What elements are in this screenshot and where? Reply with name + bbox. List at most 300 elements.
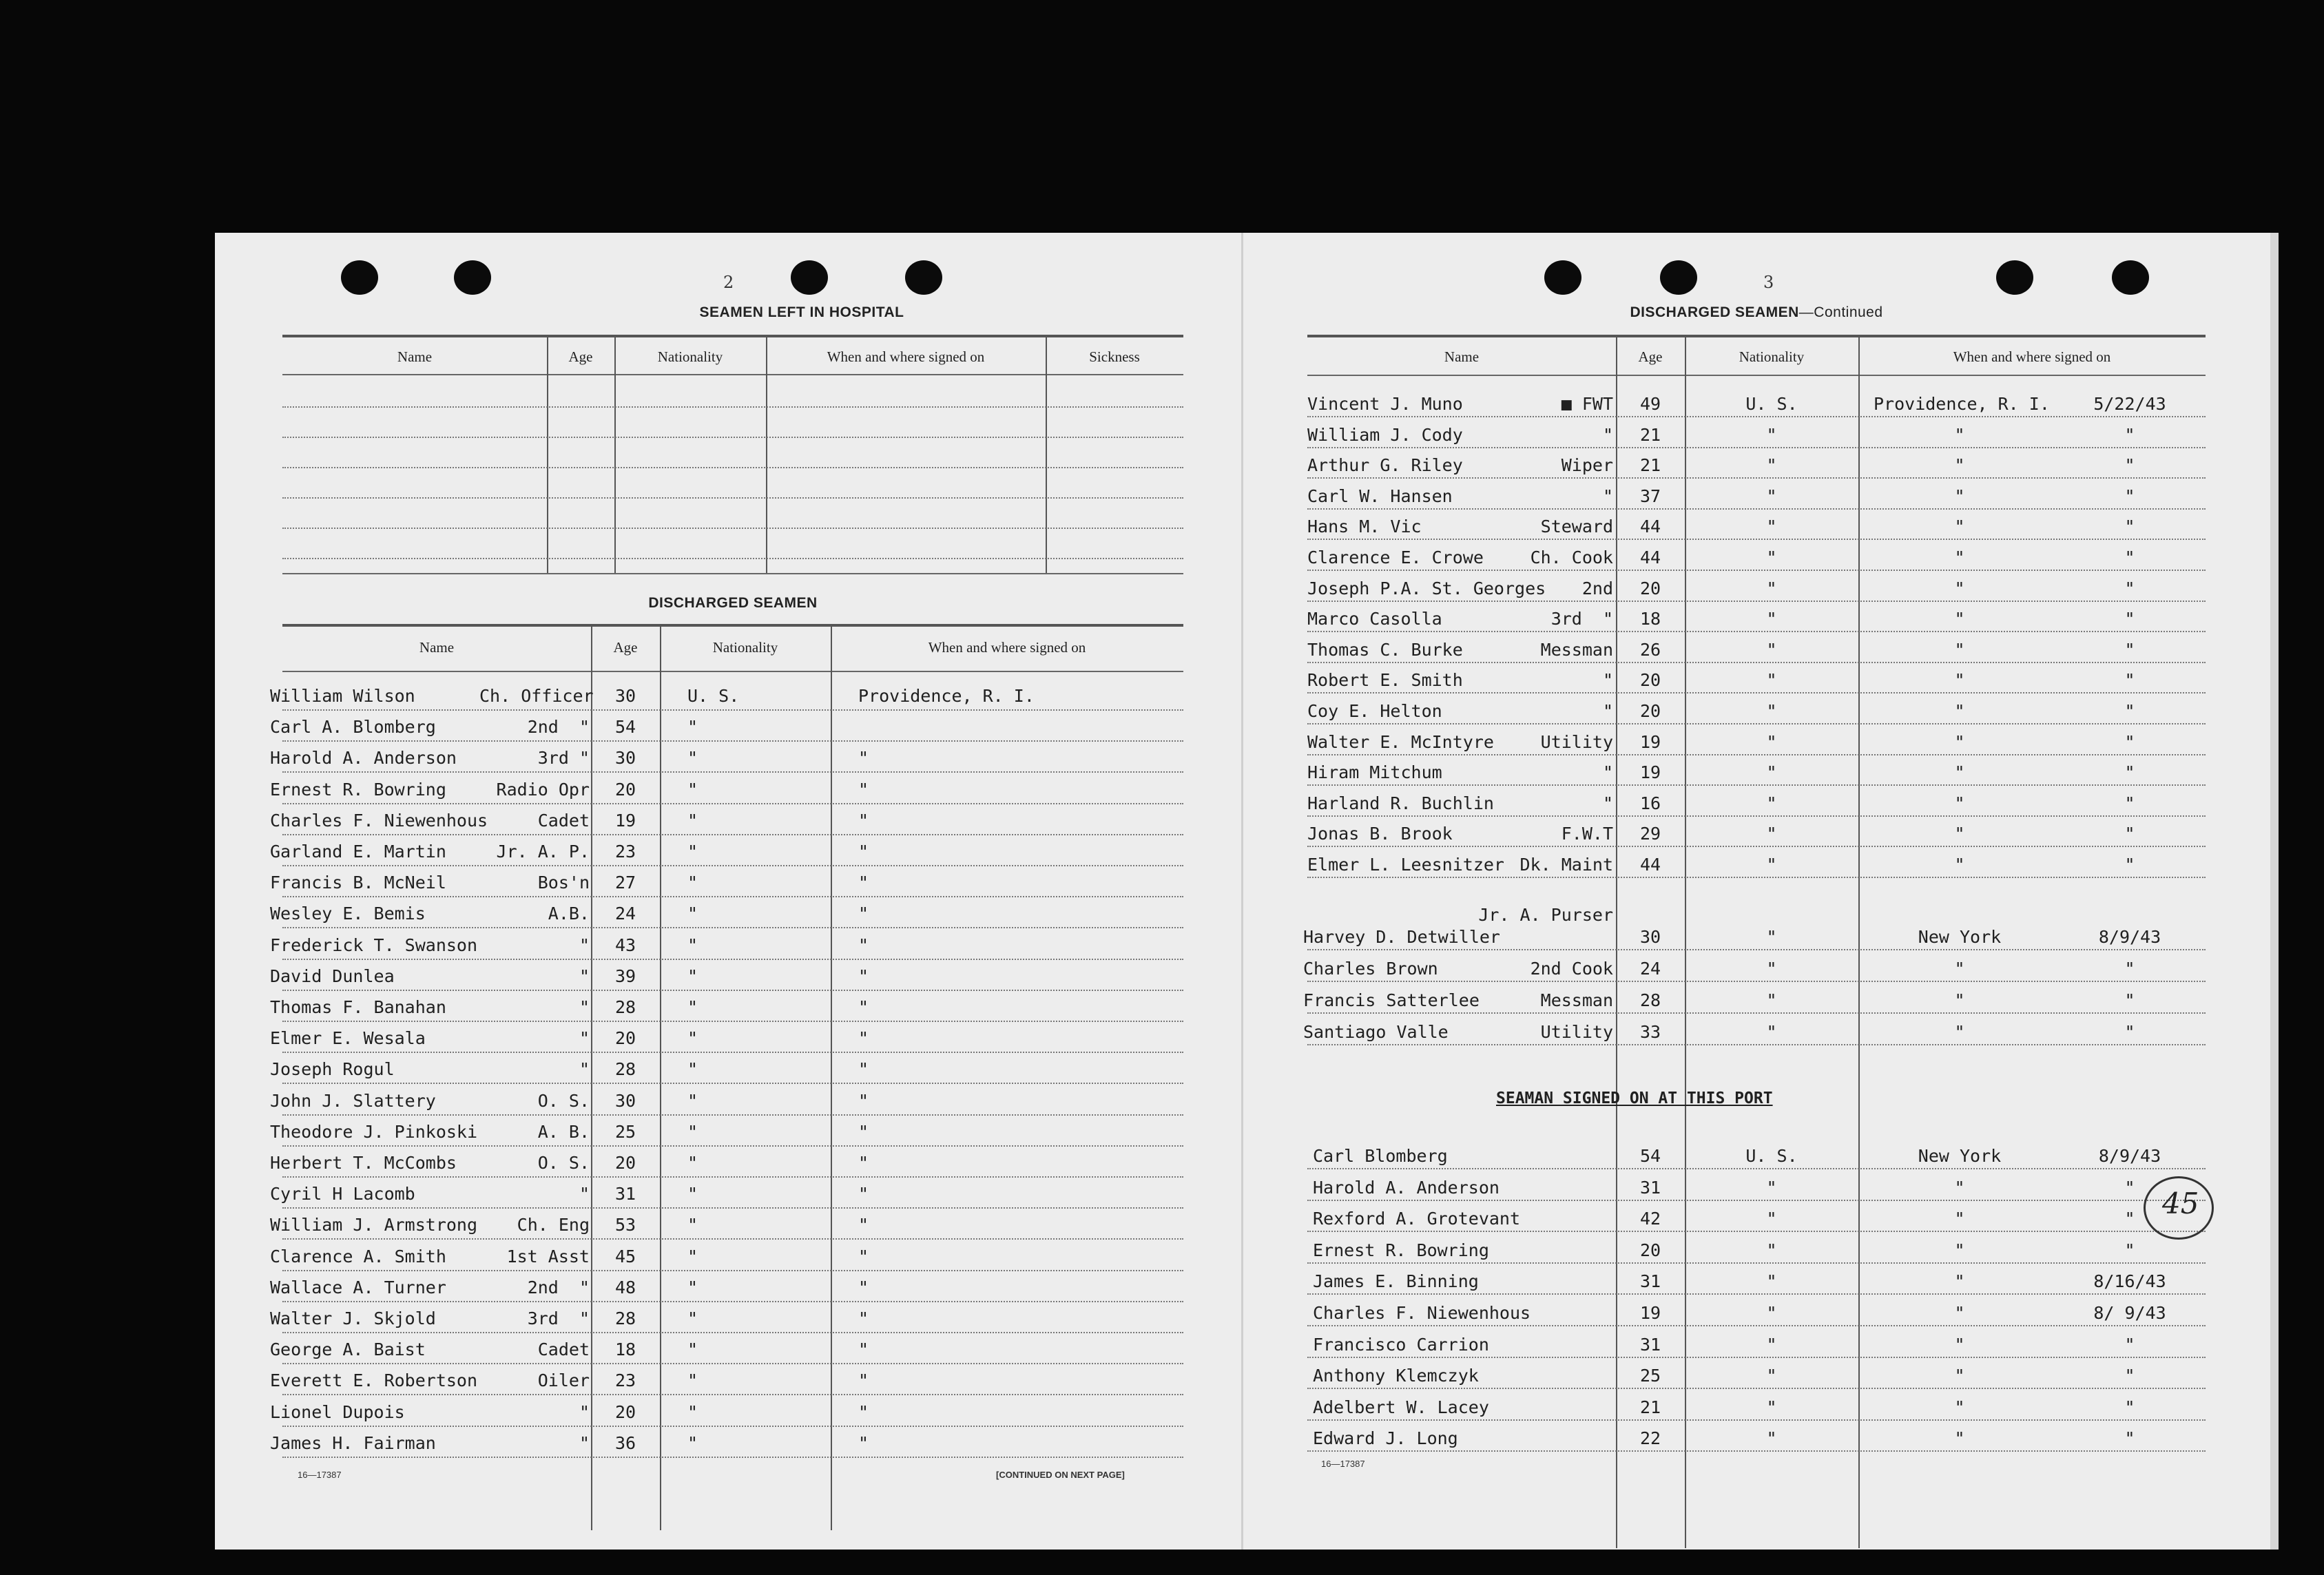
seaman-name: Walter E. McIntyre <box>1307 731 1494 752</box>
seaman-age: 19 <box>1639 762 1661 783</box>
page-number-left: 2 <box>723 273 734 292</box>
signed-on-nationality: " <box>1766 1209 1777 1229</box>
seaman-nationality: " <box>1766 486 1777 506</box>
seaman-rating: O. S. <box>537 1090 590 1111</box>
seaman-name: Coy E. Helton <box>1307 701 1442 721</box>
row-rule <box>282 927 1183 928</box>
seaman-signed-on: " <box>858 1184 869 1204</box>
row-rule <box>1307 1325 2206 1326</box>
seaman-name: Charles F. Niewenhous <box>270 810 488 831</box>
signed-on-date: " <box>2124 1177 2135 1198</box>
seaman-rating: 2nd <box>1581 578 1613 598</box>
row-rule <box>1307 877 2206 878</box>
seaman-name: William J. Cody <box>1307 424 1463 445</box>
seaman-signed-on: " <box>858 748 869 769</box>
seaman-name: Francis Satterlee <box>1303 990 1480 1010</box>
seaman-age: 30 <box>614 748 636 769</box>
row-rule <box>1307 981 2206 982</box>
seaman-nationality: " <box>687 1246 698 1266</box>
seaman-signed-date: " <box>2124 990 2135 1010</box>
table-rule <box>282 573 1183 574</box>
signed-on-date: " <box>2124 1366 2135 1386</box>
seaman-nationality: " <box>687 1277 698 1297</box>
seaman-nationality: " <box>1766 455 1777 476</box>
row-rule <box>282 1426 1183 1427</box>
discharged-header-signed-on: When and where signed on <box>928 639 1086 656</box>
seaman-signed-on: " <box>858 1432 869 1453</box>
seaman-age: 19 <box>614 810 636 831</box>
row-rule <box>1307 508 2206 510</box>
blank-line <box>282 558 1183 559</box>
circled-mark-text: 45 <box>2162 1187 2199 1220</box>
row-rule <box>1307 631 2206 632</box>
signed-on-name: Rexford A. Grotevant <box>1313 1209 1521 1229</box>
row-rule <box>282 1083 1183 1084</box>
seaman-rating: 2nd " <box>527 1277 590 1297</box>
seaman-nationality: " <box>1766 1022 1777 1042</box>
seaman-age: 20 <box>614 779 636 800</box>
signed-on-date: 8/16/43 <box>2093 1271 2166 1292</box>
seaman-rating: " <box>1602 424 1613 445</box>
seaman-age: 44 <box>1639 855 1661 875</box>
hospital-header-age: Age <box>568 348 593 365</box>
seaman-rating: " <box>579 1184 590 1204</box>
seaman-nationality: " <box>687 1090 698 1111</box>
seaman-age: 45 <box>614 1246 636 1266</box>
seaman-age: 44 <box>1639 517 1661 537</box>
row-rule <box>1307 1419 2206 1421</box>
seaman-age: 28 <box>614 997 636 1017</box>
signed-on-age: 31 <box>1639 1271 1661 1292</box>
seaman-signed-on: " <box>858 935 869 955</box>
seaman-rating: " <box>1602 701 1613 721</box>
seaman-rating: Ch. Officer <box>479 686 594 706</box>
seaman-name: Charles Brown <box>1303 959 1438 979</box>
seaman-signed-on: " <box>858 1339 869 1360</box>
seaman-name: Walter J. Skjold <box>270 1308 436 1328</box>
seaman-nationality: " <box>687 810 698 831</box>
seaman-name: Arthur G. Riley <box>1307 455 1463 476</box>
seaman-signed-on: " <box>858 779 869 800</box>
blank-line <box>282 467 1183 468</box>
seaman-signed-on: " <box>858 904 869 924</box>
col-divider <box>614 337 616 573</box>
signed-on-date: " <box>2124 1240 2135 1260</box>
right-header-name: Name <box>1444 348 1480 365</box>
row-rule <box>1307 846 2206 847</box>
seaman-nationality: " <box>1766 517 1777 537</box>
seaman-signed-on: " <box>858 1059 869 1080</box>
signed-on-age: 54 <box>1639 1146 1661 1166</box>
table-rule <box>282 335 1183 337</box>
seaman-age: 20 <box>1639 578 1661 598</box>
col-divider <box>1858 337 1860 1548</box>
seaman-age: 30 <box>614 686 636 706</box>
seaman-age: 20 <box>1639 701 1661 721</box>
row-rule <box>282 1332 1183 1333</box>
punch-hole <box>454 260 491 295</box>
seaman-rating: ■ FWT <box>1561 394 1613 414</box>
seaman-signed-date: " <box>2124 547 2135 567</box>
signed-on-nationality: " <box>1766 1366 1777 1386</box>
seaman-rating: Messman <box>1540 990 1613 1010</box>
seaman-name: Thomas C. Burke <box>1307 639 1463 660</box>
signed-on-date: " <box>2124 1428 2135 1449</box>
signed-on-title: SEAMAN SIGNED ON AT THIS PORT <box>1496 1089 1773 1107</box>
row-rule <box>282 1270 1183 1271</box>
seaman-age: 39 <box>614 966 636 986</box>
row-rule <box>282 1145 1183 1147</box>
seaman-name: Wesley E. Bemis <box>270 904 426 924</box>
seaman-age: 28 <box>614 1308 636 1328</box>
seaman-rating: " <box>579 1059 590 1080</box>
seaman-nationality: " <box>1766 959 1777 979</box>
signed-on-date: " <box>2124 1334 2135 1355</box>
seaman-signed-on: " <box>858 1401 869 1422</box>
seaman-name: Hans M. Vic <box>1307 517 1422 537</box>
row-rule <box>282 1301 1183 1302</box>
seaman-nationality: " <box>687 935 698 955</box>
signed-on-name: Carl Blomberg <box>1313 1146 1448 1166</box>
row-rule <box>282 1114 1183 1116</box>
signed-on-nationality: " <box>1766 1334 1777 1355</box>
signed-on-age: 31 <box>1639 1177 1661 1198</box>
signed-on-age: 21 <box>1639 1397 1661 1417</box>
seaman-nationality: " <box>1766 701 1777 721</box>
seaman-signed-on: " <box>858 1246 869 1266</box>
seaman-name: Herbert T. McCombs <box>270 1153 457 1173</box>
row-rule <box>1307 477 2206 479</box>
seaman-age: 24 <box>614 904 636 924</box>
seaman-rating: 2nd Cook <box>1530 959 1613 979</box>
seaman-age: 36 <box>614 1432 636 1453</box>
seaman-name: Lionel Dupois <box>270 1401 405 1422</box>
seaman-name: William Wilson <box>270 686 415 706</box>
seaman-signed-date: " <box>2124 824 2135 844</box>
seaman-nationality: " <box>1766 762 1777 783</box>
signed-on-name: Edward J. Long <box>1313 1428 1458 1449</box>
seaman-signed-date: " <box>2124 609 2135 629</box>
seaman-signed-date: " <box>2124 959 2135 979</box>
signed-on-age: 22 <box>1639 1428 1661 1449</box>
seaman-rating: " <box>1602 670 1613 691</box>
seaman-signed-on: " <box>1954 824 1965 844</box>
seaman-age: 53 <box>614 1215 636 1235</box>
seaman-rating: " <box>579 1028 590 1049</box>
signed-on-name: Francisco Carrion <box>1313 1334 1489 1355</box>
seaman-signed-date: " <box>2124 793 2135 813</box>
seaman-nationality: " <box>1766 824 1777 844</box>
seaman-signed-on: " <box>1954 990 1965 1010</box>
seaman-name: Everett E. Robertson <box>270 1370 478 1391</box>
seaman-age: 19 <box>1639 731 1661 752</box>
signed-on-age: 20 <box>1639 1240 1661 1260</box>
row-rule <box>1307 1168 2206 1169</box>
seaman-nationality: " <box>1766 855 1777 875</box>
seaman-nationality: " <box>687 1028 698 1049</box>
seaman-nationality: " <box>687 717 698 738</box>
punch-hole <box>791 260 828 295</box>
seaman-age: 30 <box>1639 927 1661 947</box>
seaman-signed-on: " <box>1954 959 1965 979</box>
seaman-age: 43 <box>614 935 636 955</box>
seaman-signed-on: " <box>858 1090 869 1111</box>
seaman-signed-on: " <box>858 1153 869 1173</box>
seaman-name: John J. Slattery <box>270 1090 436 1111</box>
document-sheet <box>215 233 2279 1550</box>
seaman-name: Francis B. McNeil <box>270 873 446 893</box>
seaman-nationality: " <box>687 1215 698 1235</box>
seaman-signed-date: " <box>2124 762 2135 783</box>
seaman-nationality: " <box>687 1121 698 1142</box>
seaman-nationality: " <box>687 1308 698 1328</box>
seaman-signed-on: New York <box>1918 927 2002 947</box>
seaman-nationality: " <box>1766 609 1777 629</box>
seaman-rating: O. S. <box>537 1153 590 1173</box>
row-rule <box>1307 692 2206 693</box>
seaman-signed-on: " <box>858 842 869 862</box>
row-rule <box>282 1363 1183 1364</box>
signed-on-name: Harold A. Anderson <box>1313 1177 1500 1198</box>
signed-on-nationality: " <box>1766 1303 1777 1323</box>
seaman-name: Carl W. Hansen <box>1307 486 1453 506</box>
seaman-signed-on: " <box>1954 517 1965 537</box>
seaman-rating: 3rd " <box>527 1308 590 1328</box>
row-rule <box>1307 1012 2206 1014</box>
seaman-rating: Bos'n <box>537 873 590 893</box>
signed-on-nationality: " <box>1766 1240 1777 1260</box>
seaman-signed-date: " <box>2124 639 2135 660</box>
discharged-header-nationality: Nationality <box>712 639 778 656</box>
seaman-rating: " <box>1602 793 1613 813</box>
seaman-rating: " <box>1602 762 1613 783</box>
row-rule <box>1307 723 2206 724</box>
seaman-nationality: " <box>687 1370 698 1391</box>
row-rule <box>282 959 1183 960</box>
seaman-name: William J. Armstrong <box>270 1215 478 1235</box>
seaman-signed-on: Providence, R. I. <box>858 686 1035 706</box>
signed-on-place: " <box>1954 1177 1965 1198</box>
seaman-name: Robert E. Smith <box>1307 670 1463 691</box>
seaman-age: 28 <box>614 1059 636 1080</box>
signed-on-place: New York <box>1918 1146 2002 1166</box>
seaman-nationality: " <box>1766 670 1777 691</box>
signed-on-nationality: " <box>1766 1397 1777 1417</box>
row-rule <box>1307 784 2206 786</box>
seaman-signed-date: " <box>2124 855 2135 875</box>
form-number-right: 16—17387 <box>1321 1459 1365 1469</box>
continued-title-main: DISCHARGED SEAMEN <box>1630 304 1799 320</box>
signed-on-date: 8/ 9/43 <box>2093 1303 2166 1323</box>
seaman-name: Vincent J. Muno <box>1307 394 1463 414</box>
row-rule <box>1307 662 2206 663</box>
seaman-age: 20 <box>614 1153 636 1173</box>
seaman-age: 48 <box>614 1277 636 1297</box>
seaman-signed-date: " <box>2124 486 2135 506</box>
right-header-nationality: Nationality <box>1739 348 1805 365</box>
seaman-nationality: " <box>687 842 698 862</box>
signed-on-name: Charles F. Niewenhous <box>1313 1303 1531 1323</box>
row-rule <box>282 1238 1183 1240</box>
seaman-rating: Utility <box>1540 1022 1613 1042</box>
seaman-name: Clarence E. Crowe <box>1307 547 1484 567</box>
seaman-nationality: " <box>687 966 698 986</box>
seaman-name: Santiago Valle <box>1303 1022 1449 1042</box>
row-rule <box>282 1176 1183 1178</box>
seaman-age: 18 <box>1639 609 1661 629</box>
seaman-nationality: " <box>1766 424 1777 445</box>
row-rule <box>1307 1450 2206 1452</box>
row-rule <box>1307 601 2206 602</box>
seaman-signed-date: " <box>2124 731 2135 752</box>
punch-hole <box>1660 260 1697 295</box>
discharged-header-age: Age <box>613 639 638 656</box>
seaman-signed-date: " <box>2124 701 2135 721</box>
seaman-age: 44 <box>1639 547 1661 567</box>
seaman-name: Theodore J. Pinkoski <box>270 1121 478 1142</box>
seaman-rating: A.B. <box>548 904 590 924</box>
seaman-rating: " <box>579 1401 590 1422</box>
punch-hole <box>2112 260 2149 295</box>
row-rule <box>1307 447 2206 448</box>
row-rule <box>1307 1357 2206 1358</box>
seaman-signed-on: " <box>1954 1022 1965 1042</box>
seaman-nationality: " <box>1766 927 1777 947</box>
signed-on-name: Ernest R. Bowring <box>1313 1240 1489 1260</box>
col-divider <box>547 337 548 573</box>
blank-line <box>282 406 1183 408</box>
seaman-signed-date: " <box>2124 578 2135 598</box>
seaman-name: Harland R. Buchlin <box>1307 793 1494 813</box>
seaman-age: 20 <box>614 1028 636 1049</box>
seaman-signed-on: " <box>1954 578 1965 598</box>
seaman-age: 33 <box>1639 1022 1661 1042</box>
seaman-name: Carl A. Blomberg <box>270 717 436 738</box>
seaman-nationality: " <box>1766 639 1777 660</box>
table-rule <box>1307 375 2206 376</box>
row-rule <box>1307 570 2206 571</box>
seaman-nationality: " <box>1766 547 1777 567</box>
seaman-rating: Jr. A. P. <box>496 842 590 862</box>
signed-on-place: " <box>1954 1366 1965 1386</box>
seaman-signed-on: " <box>1954 670 1965 691</box>
signed-on-age: 25 <box>1639 1366 1661 1386</box>
seaman-signed-on: " <box>858 997 869 1017</box>
seaman-age: 16 <box>1639 793 1661 813</box>
seaman-signed-on: " <box>1954 424 1965 445</box>
row-rule <box>282 709 1183 711</box>
signed-on-place: " <box>1954 1240 1965 1260</box>
col-divider <box>1046 337 1047 573</box>
seaman-signed-date: " <box>2124 517 2135 537</box>
row-rule <box>282 740 1183 742</box>
seaman-signed-on: " <box>1954 486 1965 506</box>
seaman-age: 37 <box>1639 486 1661 506</box>
seaman-signed-date: " <box>2124 455 2135 476</box>
seaman-age: 27 <box>614 873 636 893</box>
signed-on-name: Anthony Klemczyk <box>1313 1366 1479 1386</box>
seaman-name: Joseph P.A. St. Georges <box>1307 578 1546 598</box>
row-rule <box>1307 949 2206 950</box>
row-rule <box>282 990 1183 991</box>
seaman-name: Elmer L. Leesnitzer <box>1307 855 1504 875</box>
seaman-age: 23 <box>614 842 636 862</box>
punch-hole <box>1544 260 1581 295</box>
seaman-signed-on: " <box>858 1121 869 1142</box>
seaman-age: 20 <box>614 1401 636 1422</box>
hospital-header-sickness: Sickness <box>1089 348 1140 365</box>
seaman-rating: " <box>579 1432 590 1453</box>
seaman-name: Frederick T. Swanson <box>270 935 478 955</box>
signed-on-name: James E. Binning <box>1313 1271 1479 1292</box>
seaman-signed-on: " <box>858 1370 869 1391</box>
table-rule <box>282 624 1183 627</box>
seaman-signed-on: " <box>858 810 869 831</box>
continued-title <box>1307 304 2206 321</box>
seaman-nationality: " <box>687 1432 698 1453</box>
seaman-rating: Radio Opr <box>496 779 590 800</box>
blank-line <box>282 497 1183 499</box>
seaman-age: 24 <box>1639 959 1661 979</box>
seaman-age: 28 <box>1639 990 1661 1010</box>
table-rule <box>282 671 1183 672</box>
seaman-nationality: U. S. <box>1745 394 1798 414</box>
seaman-signed-on: " <box>1954 547 1965 567</box>
seaman-name: Garland E. Martin <box>270 842 446 862</box>
form-number-left: 16—17387 <box>298 1470 342 1480</box>
seaman-nationality: " <box>1766 578 1777 598</box>
seaman-signed-on: " <box>858 966 869 986</box>
seaman-rating: F.W.T <box>1561 824 1613 844</box>
seaman-name: Ernest R. Bowring <box>270 779 446 800</box>
seaman-signed-date: " <box>2124 424 2135 445</box>
circled-mark <box>2144 1176 2214 1240</box>
row-rule <box>1307 416 2206 417</box>
punch-hole <box>1996 260 2033 295</box>
row-rule <box>282 1457 1183 1458</box>
row-rule <box>1307 1262 2206 1264</box>
row-rule <box>282 865 1183 866</box>
seaman-name: Wallace A. Turner <box>270 1277 446 1297</box>
seaman-name: James H. Fairman <box>270 1432 436 1453</box>
seaman-rating: Wiper <box>1561 455 1613 476</box>
seaman-signed-on: " <box>1954 639 1965 660</box>
row-rule <box>1307 754 2206 755</box>
seaman-name: Hiram Mitchum <box>1307 762 1442 783</box>
seaman-rating: " <box>579 966 590 986</box>
blank-line <box>282 437 1183 438</box>
seaman-signed-on: " <box>858 1215 869 1235</box>
row-rule <box>1307 1388 2206 1389</box>
signed-on-place: " <box>1954 1334 1965 1355</box>
seaman-nationality: " <box>1766 990 1777 1010</box>
seaman-nationality: " <box>687 1153 698 1173</box>
seaman-signed-on: Providence, R. I. <box>1874 394 2050 414</box>
seaman-rating: Ch. Eng <box>517 1215 590 1235</box>
row-rule <box>282 1021 1183 1022</box>
seaman-signed-on: " <box>858 1028 869 1049</box>
discharged-title: DISCHARGED SEAMEN <box>648 595 818 611</box>
seaman-name: Marco Casolla <box>1307 609 1442 629</box>
seaman-nationality: " <box>1766 731 1777 752</box>
seaman-nationality: " <box>687 748 698 769</box>
seaman-rating: Oiler <box>537 1370 590 1391</box>
signed-on-date: 8/9/43 <box>2098 1146 2161 1166</box>
seaman-age: 30 <box>614 1090 636 1111</box>
blank-line <box>282 528 1183 529</box>
seaman-signed-on: " <box>1954 609 1965 629</box>
seaman-signed-date: " <box>2124 1022 2135 1042</box>
